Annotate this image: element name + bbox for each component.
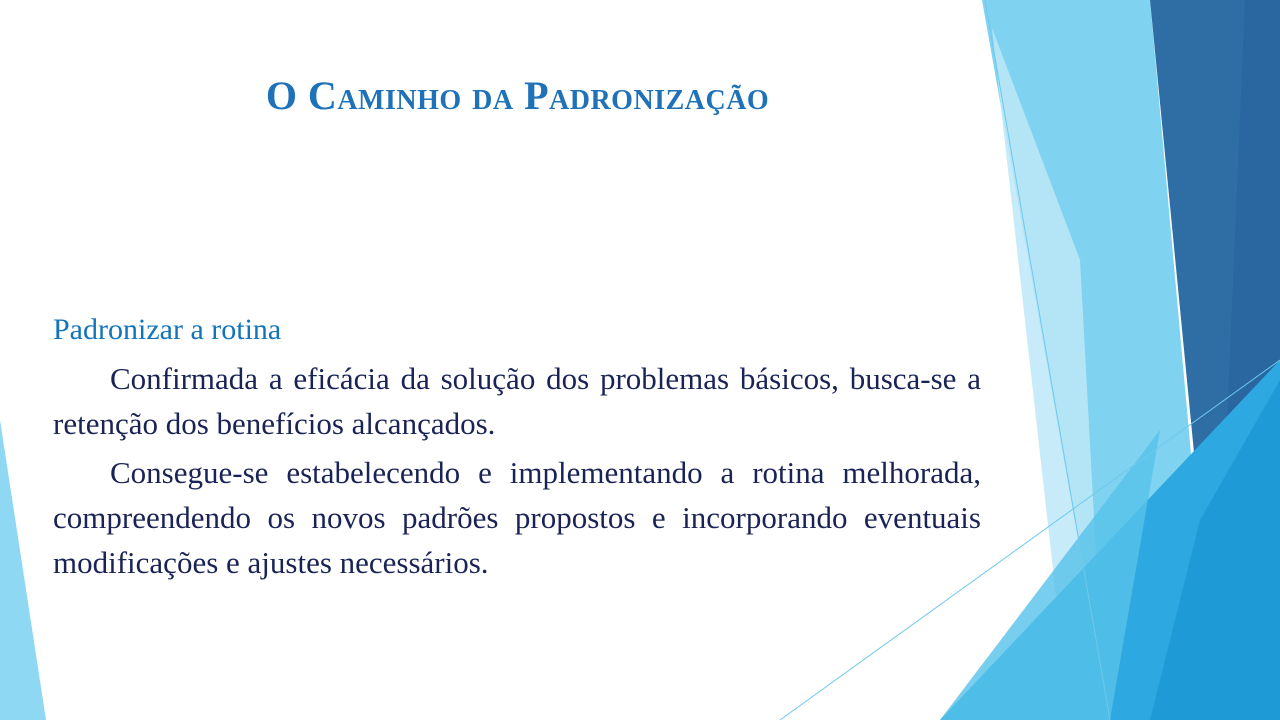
body-paragraph-1: Confirmada a eficácia da solução dos problemas básicos, busca-se a retenção dos benefícios alcançados. [53,361,981,441]
section-heading: Padronizar a rotina [53,313,282,346]
left-accent-shape [0,420,46,720]
slide-title: O Caminho da Padronização [265,73,770,118]
body-paragraph-2: Consegue-se estabelecendo e implementando a rotina melhorada, compreendendo os novos padrões propostos e incorporando eventuais modificações e ajustes necessários. [53,455,981,580]
slide-content [53,308,981,589]
